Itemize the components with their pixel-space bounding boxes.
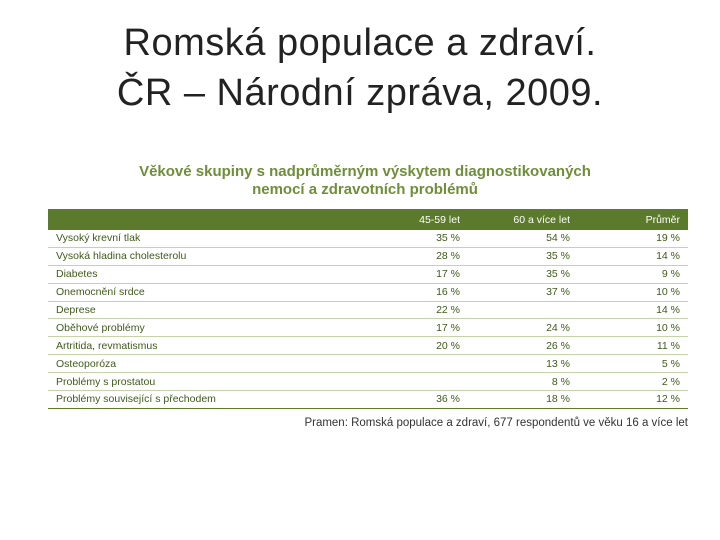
- column-header-average: Průměr: [578, 209, 688, 230]
- row-label: Vysoká hladina cholesterolu: [48, 247, 358, 265]
- table-row: [48, 319, 688, 337]
- row-label: Deprese: [48, 301, 358, 319]
- cell-45-59: 17 %: [358, 319, 468, 337]
- column-header-label: [48, 209, 358, 230]
- table-heading: [120, 163, 610, 199]
- row-label: Onemocnění srdce: [48, 283, 358, 301]
- row-label: Vysoký krevní tlak: [48, 230, 358, 247]
- row-label: Artritida, revmatismus: [48, 337, 358, 355]
- row-label: Problémy s prostatou: [48, 373, 358, 391]
- slide-title-line-2: ČR – Národní zpráva, 2009.: [116, 72, 604, 114]
- table-heading-line-1: Věkové skupiny s nadprůměrným výskytem diagnostikovaných: [139, 163, 591, 180]
- cell-45-59: 28 %: [358, 247, 468, 265]
- table-row: [48, 301, 688, 319]
- cell-60-plus: 13 %: [468, 355, 578, 373]
- cell-average: 14 %: [578, 247, 688, 265]
- cell-60-plus: 18 %: [468, 391, 578, 409]
- cell-average: 10 %: [578, 283, 688, 301]
- cell-average: 12 %: [578, 391, 688, 409]
- cell-45-59: 35 %: [358, 230, 468, 247]
- cell-average: 9 %: [578, 265, 688, 283]
- table-row: [48, 230, 688, 247]
- cell-60-plus: 24 %: [468, 319, 578, 337]
- cell-60-plus: 35 %: [468, 265, 578, 283]
- cell-45-59: 36 %: [358, 391, 468, 409]
- cell-60-plus: 8 %: [468, 373, 578, 391]
- table-row: [48, 337, 688, 355]
- cell-60-plus: [468, 301, 578, 319]
- source-note: Pramen: Romská populace a zdraví, 677 respondentů ve věku 16 a více let: [304, 417, 688, 429]
- cell-45-59: [358, 355, 468, 373]
- row-label: Problémy související s přechodem: [48, 391, 358, 409]
- cell-average: 2 %: [578, 373, 688, 391]
- slide-title-line-1: Romská populace a zdraví.: [123, 22, 597, 64]
- table-row: [48, 265, 688, 283]
- column-header-60-plus: 60 a více let: [468, 209, 578, 230]
- row-label: Oběhové problémy: [48, 319, 358, 337]
- cell-average: 19 %: [578, 230, 688, 247]
- cell-average: 14 %: [578, 301, 688, 319]
- table-row: [48, 247, 688, 265]
- data-table: [48, 209, 688, 409]
- cell-45-59: [358, 373, 468, 391]
- column-header-45-59: 45-59 let: [358, 209, 468, 230]
- cell-average: 5 %: [578, 355, 688, 373]
- cell-average: 10 %: [578, 319, 688, 337]
- cell-45-59: 20 %: [358, 337, 468, 355]
- cell-60-plus: 37 %: [468, 283, 578, 301]
- slide-title: [0, 18, 720, 118]
- table-row: [48, 283, 688, 301]
- table-row: [48, 355, 688, 373]
- table-row: [48, 373, 688, 391]
- table-row: [48, 391, 688, 409]
- table-heading-line-2: nemocí a zdravotních problémů: [252, 181, 478, 198]
- row-label: Osteoporóza: [48, 355, 358, 373]
- cell-average: 11 %: [578, 337, 688, 355]
- table-header-row: [48, 209, 688, 230]
- cell-45-59: 17 %: [358, 265, 468, 283]
- cell-60-plus: 26 %: [468, 337, 578, 355]
- cell-60-plus: 35 %: [468, 247, 578, 265]
- cell-45-59: 16 %: [358, 283, 468, 301]
- cell-60-plus: 54 %: [468, 230, 578, 247]
- cell-45-59: 22 %: [358, 301, 468, 319]
- row-label: Diabetes: [48, 265, 358, 283]
